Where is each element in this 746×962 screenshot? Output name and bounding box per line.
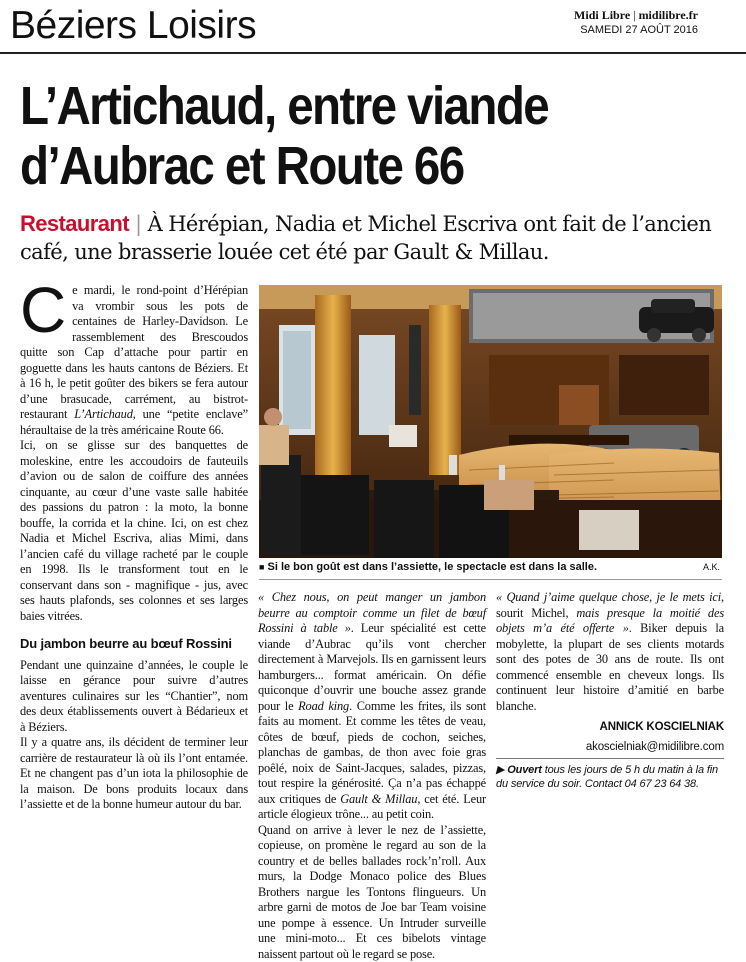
paragraph-1b: , une “petite enclave” héraultaise de la très américaine Route 66. <box>20 407 248 437</box>
paragraph-6: Quand on arrive à lever le nez de l’assiette, copieuse, on promène le regard au son de la country et de belles ballades rock’n’roll. Aux murs, la Dodge Monaco police des Blues Brothers nargue les Tontons flingueurs. Un arbre garni de motos de Joe bar Team voisine une pompe à essence. Un Intruder surveille une mini-moto... Et ces bibelots vintage naissent partout où le regard se pose. <box>258 823 486 962</box>
article-column-2 <box>258 590 486 962</box>
article-column-3 <box>496 590 724 791</box>
masthead-brand: Midi Libre <box>574 8 630 22</box>
subheading: Du jambon beurre au bœuf Rossini <box>20 636 248 652</box>
paragraph-7a: , sourit Michel, <box>496 590 724 620</box>
gault-millau: Gault & Millau <box>340 792 417 806</box>
info-lead: Ouvert <box>507 764 542 776</box>
kicker-separator: | <box>135 212 141 236</box>
paragraph-5b: . Comme les frites, ils sont faits au moment. Et comme les têtes de veau, côtes de bœuf, pieds de cochon, seiches, planchas de gambas, de thon avec foie gras poêlé, noix de Saint-Jacques, salades, pizzas, tout respire la générosité. Ça n’a pas échappé aux critiques de <box>258 699 486 806</box>
restaurant-interior-illustration <box>259 285 722 558</box>
masthead: Midi Libre | midilibre.fr SAMEDI 27 AOÛT 2016 <box>574 8 698 38</box>
info-rule <box>496 758 724 759</box>
photo-credit: A.K. <box>703 562 720 572</box>
paragraph-2: Ici, on se glisse sur des banquettes de moleskine, entre les accoudoirs de fauteuils d’avion ou de salon de coiffure des années cinquante, au cœur d’une vaste salle habitée des passions du patron : la moto, la bonne bouffe, la corrida et la chine. Ici, on est chez Nadia et Michel Escriva, alias Mimi, dans l’ancien café du village racheté par le couple en 1998. Ils le transforment tout en le conservant dans son - magnifique - jus, avec ses hauts plafonds, ses colonnes et ses larges baies vitrées. <box>20 438 248 624</box>
paragraph-7b: . Biker depuis la mobylette, la plupart de ses clients motards sont des potes de 30 ans de route. Ils ont commencé ensemble en cheveux longs. Ils continuent leur histoire d’amitié en barbe blanche. <box>496 621 724 713</box>
restaurant-name: L’Artichaud <box>74 407 132 421</box>
restaurant-photo <box>259 285 722 558</box>
kicker: Restaurant <box>20 211 129 236</box>
headline <box>20 76 645 196</box>
headline-line-1: L’Artichaud, entre viande <box>20 76 548 136</box>
paragraph-5c: , cet été. Leur article élogieux trône... au petit coin. <box>258 792 486 822</box>
quote-1: « Chez nous, on peut manger un jambon beurre au comptoir comme un filet de bœuf Rossini à table » <box>258 590 486 635</box>
masthead-site: midilibre.fr <box>639 8 698 22</box>
quote-2: « Quand j’aime quelque chose, je le mets ici <box>496 590 721 604</box>
paragraph-5a: . Leur spécialité est cette viande d’Aubrac qu’ils vont chercher directement à Marvejols. Ils en garnissent leurs hamburgers... format américain. On défie quiconque d’ouvrir une bouche assez grande pour le <box>258 621 486 713</box>
byline: ANNICK KOSCIELNIAK <box>496 720 724 736</box>
headline-line-2: d’Aubrac et Route 66 <box>20 136 464 196</box>
quote-3: mais presque la moitié des objets m’a été offerte » <box>496 606 724 636</box>
paragraph-1a: e mardi, le rond-point d’Hérépian va vrombir sous les pots de centaines de Harley-Davidson. Le rassemblement des Brescoudos quitte son Cap d’attache pour partir en goguette dans les hauts cantons de Béziers. Et à 16 h, le petit goûter des bikers se fera autour d’une brasucade, carrément, au bistrot-restaurant <box>20 283 248 421</box>
caption-rule <box>259 579 722 580</box>
section-title: Béziers Loisirs <box>10 4 256 48</box>
dropcap: C <box>20 285 66 335</box>
info-arrow-icon: ▶ <box>496 764 504 776</box>
paragraph-4: Il y a quatre ans, ils décident de terminer leur carrière de restaurateur là où ils l’ont entamée. Et ne changent pas d’un iota la philosophie de la maison. De bons produits locaux dans l’assiette et de la bonne humeur autour du bar. <box>20 735 248 813</box>
info-text: tous les jours de 5 h du matin à la fin du service du soir. Contact 04 67 23 64 38. <box>496 764 718 790</box>
masthead-date: SAMEDI 27 AOÛT 2016 <box>574 23 698 38</box>
article-column-1 <box>20 283 248 813</box>
caption-text: Si le bon goût est dans l’assiette, le spectacle est dans la salle. <box>268 561 598 573</box>
deck-text: À Hérépian, Nadia et Michel Escriva ont fait de l’ancien café, une brasserie louée cet été par Gault & Millau. <box>20 212 711 264</box>
article-deck <box>20 210 720 266</box>
caption-marker-icon: ■ <box>259 562 264 572</box>
top-rule <box>0 52 746 54</box>
photo-caption <box>259 561 722 577</box>
info-box <box>496 763 724 791</box>
author-email[interactable]: akoscielniak@midilibre.com <box>496 740 724 756</box>
paragraph-3: Pendant une quinzaine d’années, le couple le laisse en gérance pour suivre d’autres aventures culinaires sur les “Chantier”, nom des deux établissements ouvert à Bédarieux et à Béziers. <box>20 658 248 736</box>
road-king: Road king <box>298 699 349 713</box>
